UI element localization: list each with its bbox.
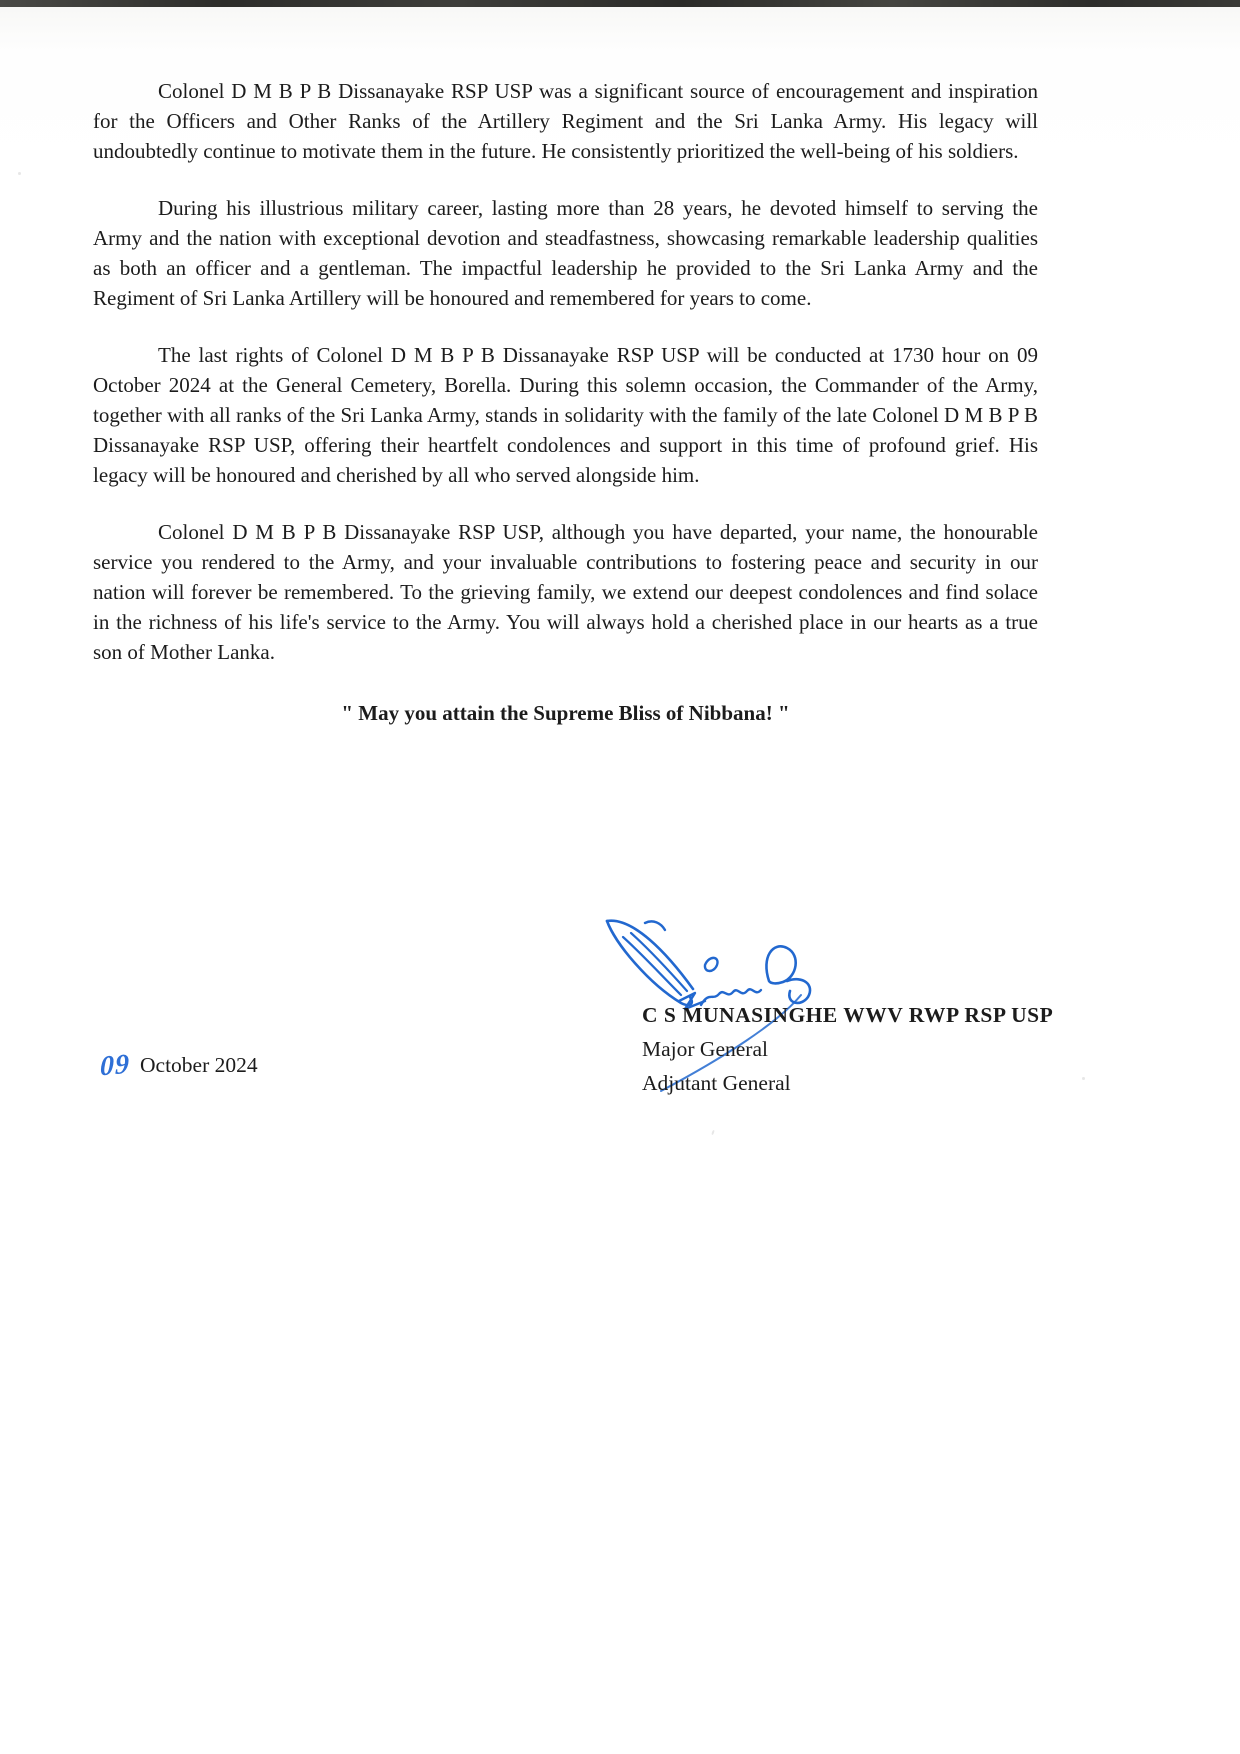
scan-speck xyxy=(711,1130,715,1135)
signatory-appointment: Adjutant General xyxy=(642,1071,791,1095)
scan-edge-line xyxy=(0,0,1240,7)
scan-speck xyxy=(1082,1077,1085,1080)
paragraph-career: During his illustrious military career, lasting more than 28 years, he devoted himself to serving the Army and the nation with exceptional devotion and steadfastness, showcasing remarkable leadership qualities as both an officer and a gentleman. The impactful leadership he provided to the Sri Lanka Army and the Regiment of Sri Lanka Artillery will be honoured and remembered for years to come. xyxy=(93,196,1038,310)
paragraph-funeral-details: The last rights of Colonel D M B P B Dissanayake RSP USP will be conducted at 1730 hour on 09 October 2024 at the General Cemetery, Borella. During this solemn occasion, the Commander of the Army, together with all ranks of the Sri Lanka Army, stands in solidarity with the family of the late Colonel D M B P B Dissanayake RSP USP, offering their heartfelt condolences and support in this time of profound grief. His legacy will be honoured and cherished by all who served alongside him. xyxy=(93,343,1038,487)
paragraph-condolence: Colonel D M B P B Dissanayake RSP USP, although you have departed, your name, the honourable service you rendered to the Army, and your invaluable contributions to fostering peace and security in our nation will forever be remembered. To the grieving family, we extend our deepest condolences and find solace in the richness of his life's service to the Army. You will always hold a cherished place in our hearts as a true son of Mother Lanka. xyxy=(93,520,1038,664)
blessing-quote: " May you attain the Supreme Bliss of Nibbana! " xyxy=(341,701,790,725)
letter-body xyxy=(93,76,1038,728)
date-line xyxy=(100,1050,258,1082)
signature-block xyxy=(642,998,1053,1100)
signatory-name: C S MUNASINGHE WWV RWP RSP USP xyxy=(642,1003,1054,1027)
paragraph-tribute-1: Colonel D M B P B Dissanayake RSP USP was a significant source of encouragement and inspiration for the Officers and Other Ranks of the Artillery Regiment and the Sri Lanka Army. His legacy will undoubtedly continue to motivate them in the future. He consistently prioritized the well-being of his soldiers. xyxy=(93,79,1038,163)
scan-speck xyxy=(18,172,21,175)
signatory-rank: Major General xyxy=(642,1037,768,1061)
date-month-year: October 2024 xyxy=(140,1053,258,1077)
handwritten-date-day: 09 xyxy=(99,1048,131,1083)
